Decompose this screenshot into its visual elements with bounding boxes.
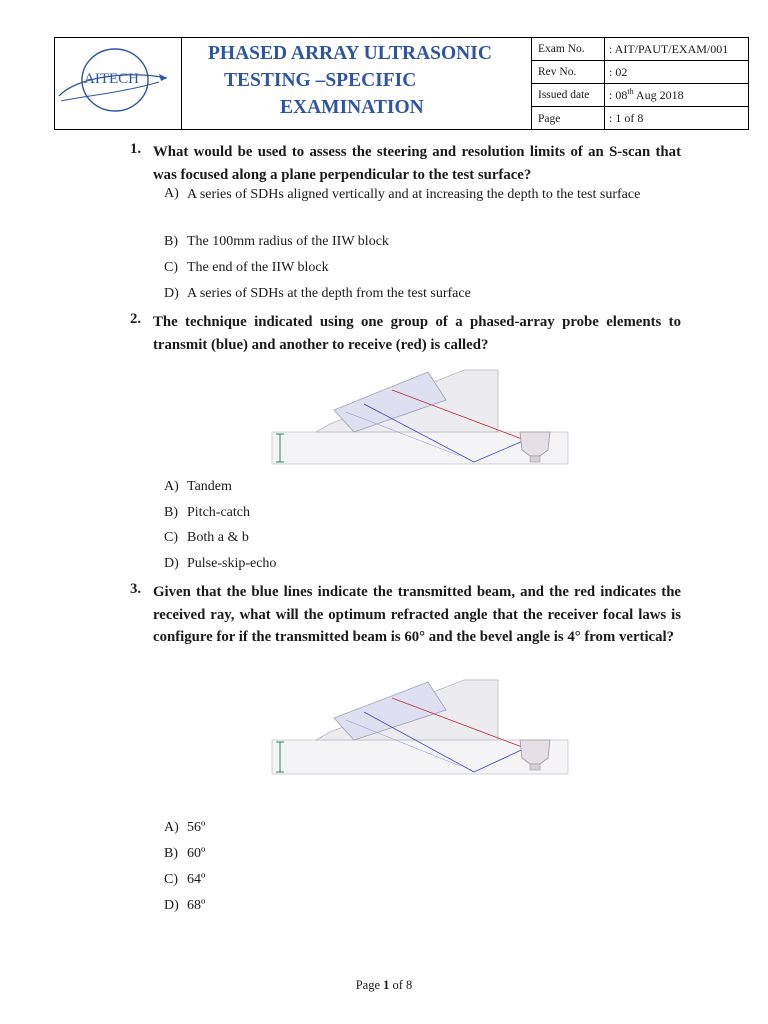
title-line-1: PHASED ARRAY ULTRASONIC	[208, 43, 492, 64]
document-header	[54, 37, 749, 130]
meta-value	[605, 87, 684, 103]
meta-value: : 02	[609, 64, 628, 79]
question-number: 2.	[130, 311, 142, 327]
option-text: Tandem	[187, 479, 232, 494]
option-letter: B)	[164, 505, 178, 520]
question-text: The technique indicated using one group of a phased-array probe elements to transmit (blue) and another to receive (red) is called?	[153, 314, 681, 353]
company-logo	[55, 38, 182, 129]
exam-meta-table	[532, 38, 748, 129]
footer-suffix: of 8	[389, 978, 413, 992]
option-text: Pulse-skip-echo	[187, 556, 277, 571]
option-text: A series of SDHs at the depth from the test surface	[187, 286, 471, 301]
option-text: 68º	[187, 898, 206, 913]
meta-row-page	[532, 107, 748, 130]
option-letter: D)	[164, 898, 179, 913]
option-letter: D)	[164, 286, 179, 301]
option-letter: A)	[164, 479, 179, 494]
meta-value: : 1 of 8	[609, 111, 644, 125]
option-letter: C)	[164, 872, 178, 887]
title-line-2: TESTING –SPECIFIC	[224, 70, 417, 91]
page-footer	[0, 978, 768, 993]
pitch-catch-diagram	[268, 364, 572, 466]
option-letter: C)	[164, 530, 178, 545]
option-letter: A)	[164, 186, 179, 201]
question-text: Given that the blue lines indicate the transmitted beam, and the red indicates the received ray, what will the optimum refracted angle that the receiver focal laws is configure for if the transmitted beam is 60° and the bevel angle is 4° from vertical?	[153, 584, 681, 645]
option-text: Pitch-catch	[187, 505, 250, 520]
option-text: The 100mm radius of the IIW block	[187, 234, 389, 249]
refracted-angle-diagram	[268, 676, 572, 778]
document-title	[182, 38, 532, 129]
option-text: 56º	[187, 820, 206, 835]
question-number: 3.	[130, 581, 142, 597]
option-text: 60º	[187, 846, 206, 861]
option-letter: C)	[164, 260, 178, 275]
question-number: 1.	[130, 141, 142, 157]
option-text: Both a & b	[187, 530, 249, 545]
meta-value: : AIT/PAUT/EXAM/001	[609, 41, 729, 56]
meta-key: Page	[532, 107, 605, 130]
option-text: A series of SDHs aligned vertically and at increasing the depth to the test surface	[187, 187, 641, 202]
question-text: What would be used to assess the steering and resolution limits of an S-scan that was focused along a plane perpendicular to the test surface?	[153, 144, 681, 183]
option-letter: D)	[164, 556, 179, 571]
logo-text: AITECH	[84, 71, 139, 87]
meta-row-exam-no	[532, 38, 748, 61]
option-letter: B)	[164, 234, 178, 249]
date-suffix: Aug 2018	[633, 88, 684, 102]
meta-row-issued-date	[532, 84, 748, 107]
title-line-3: EXAMINATION	[280, 97, 424, 118]
meta-key: Exam No.	[532, 38, 605, 60]
option-letter: A)	[164, 820, 179, 835]
option-letter: B)	[164, 846, 178, 861]
footer-current-page: 1	[383, 978, 390, 992]
option-text: The end of the IIW block	[187, 260, 329, 275]
meta-key: Issued date	[532, 84, 605, 106]
option-text: 64º	[187, 872, 206, 887]
meta-key: Rev No.	[532, 61, 605, 83]
date-prefix: : 08	[609, 88, 628, 102]
meta-row-rev-no	[532, 61, 748, 84]
date-ordinal: th	[627, 87, 634, 96]
footer-prefix: Page	[355, 978, 384, 992]
